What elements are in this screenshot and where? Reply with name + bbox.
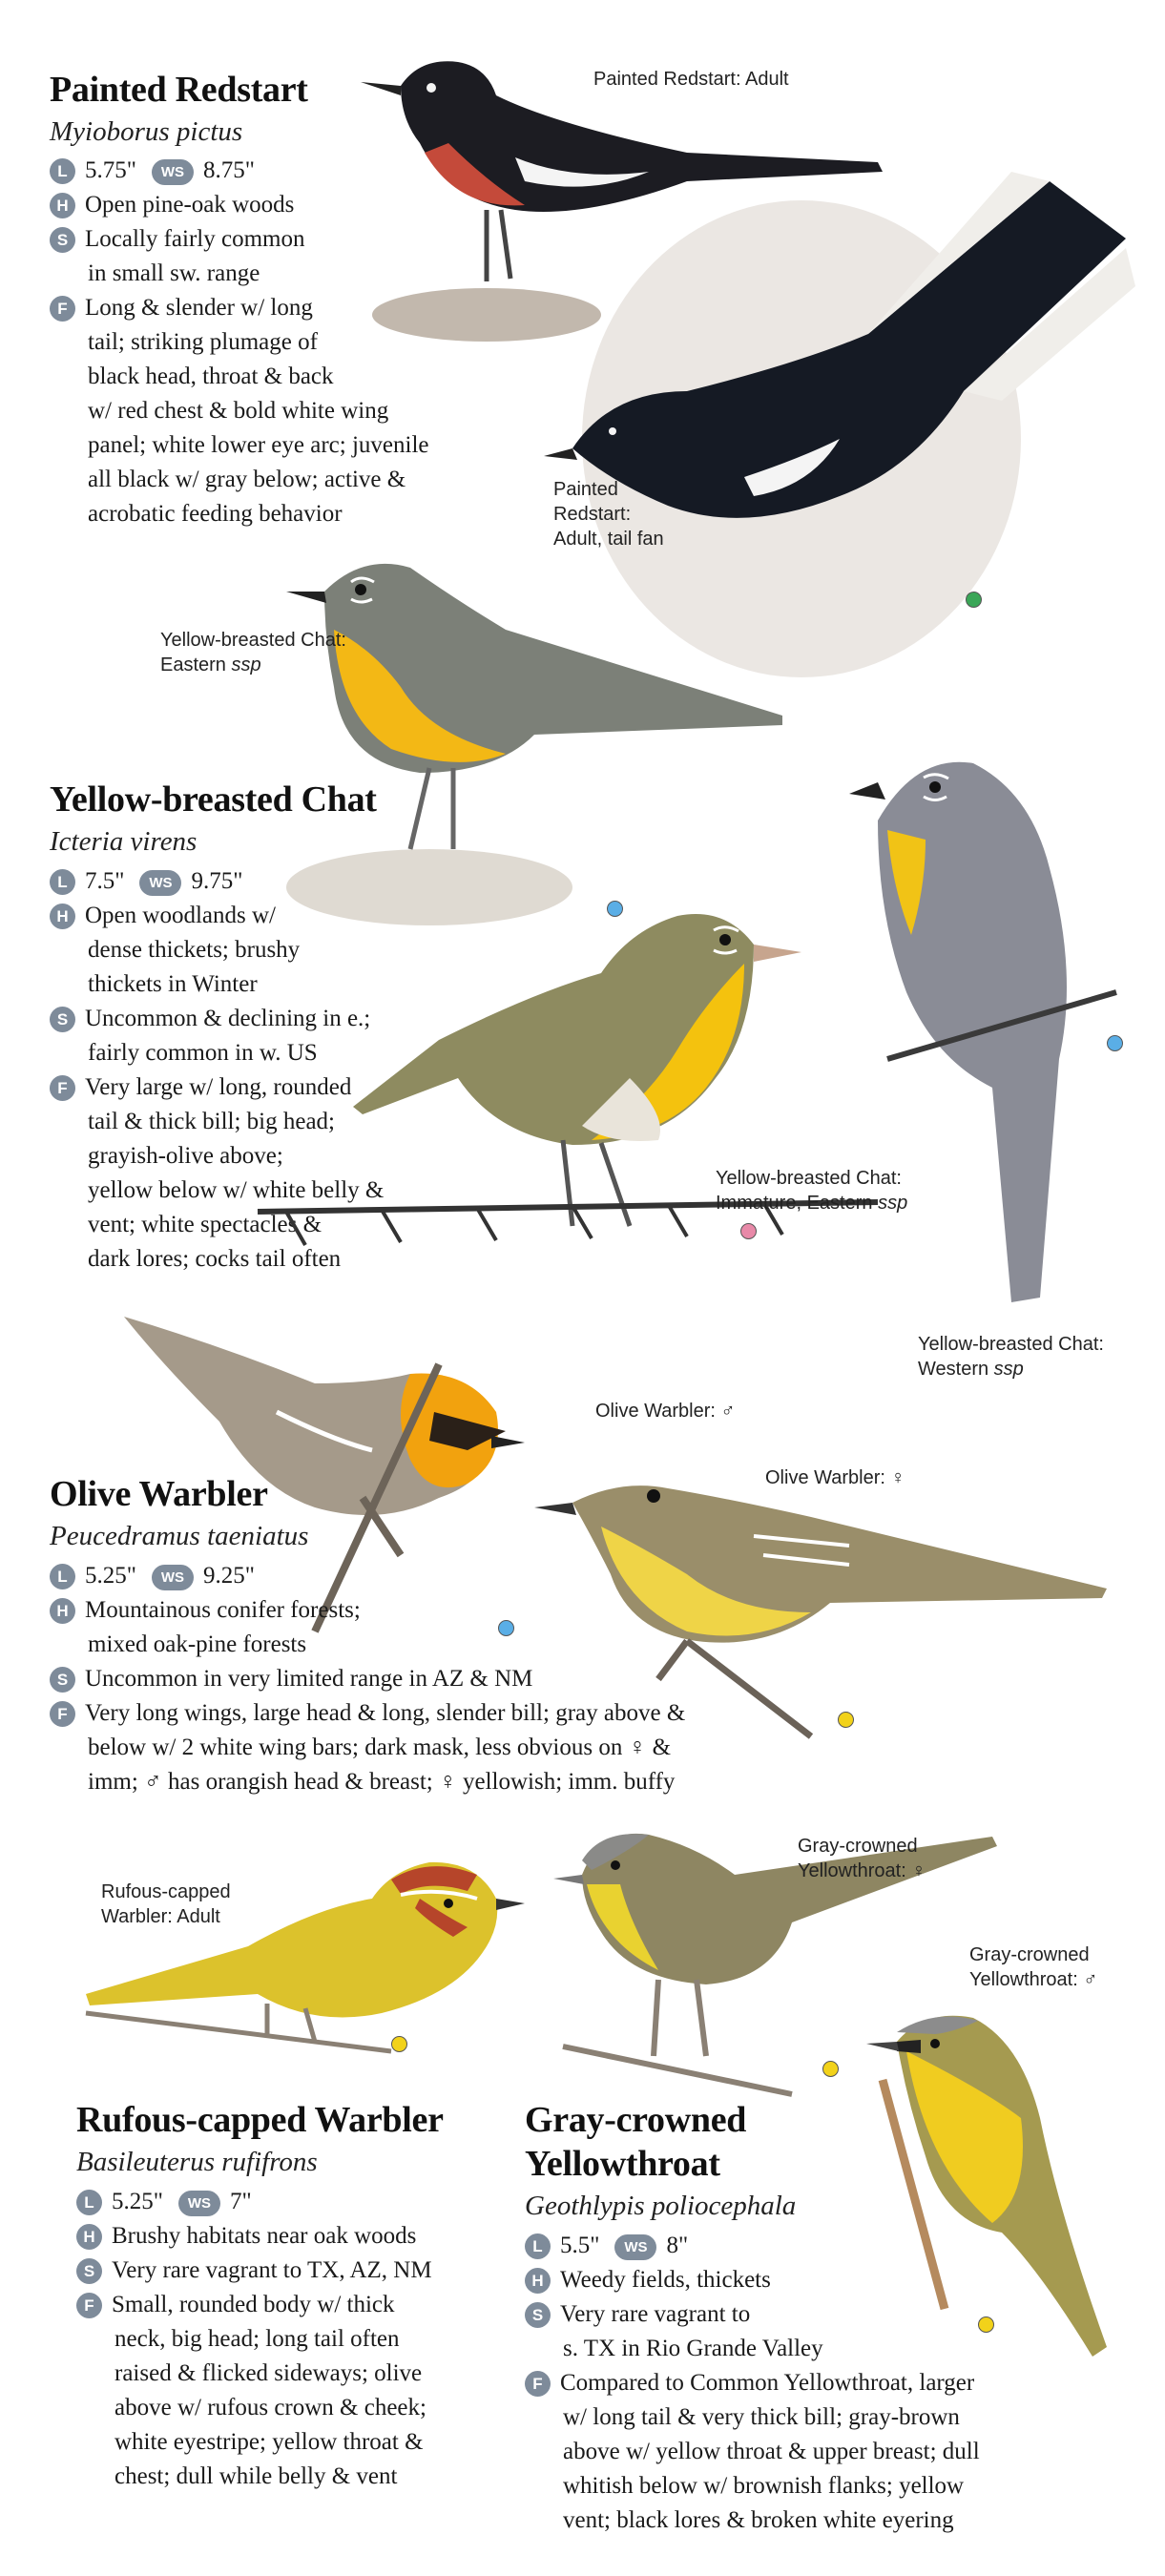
habitat-line: H Weedy fields, thickets bbox=[525, 2263, 980, 2297]
species-name-line2: Yellowthroat bbox=[525, 2144, 720, 2184]
habitat-line: H Open woodlands w/ bbox=[50, 899, 384, 933]
caption-chat-eastern-line1: Yellow-breasted Chat: bbox=[160, 630, 346, 651]
wingspan-icon: WS bbox=[139, 870, 181, 896]
caption-olive-female: Olive Warbler: ♀ bbox=[765, 1467, 905, 1488]
field-marks-icon: F bbox=[50, 1701, 75, 1727]
habitat-line: H Brushy habitats near oak woods bbox=[76, 2219, 432, 2254]
range-dot-blue-western bbox=[1107, 1035, 1123, 1051]
field-marks-line: F Small, rounded body w/ thick bbox=[76, 2288, 432, 2322]
range-dot-yellow-olive bbox=[838, 1712, 854, 1728]
status-icon: S bbox=[50, 1007, 75, 1032]
length-icon: L bbox=[76, 2190, 102, 2215]
scientific-name: Icteria virens bbox=[50, 826, 198, 857]
status-line: S Uncommon & declining in e.; bbox=[50, 1002, 384, 1036]
caption-gcy-male-line1: Gray-crowned bbox=[969, 1944, 1090, 1965]
field-marks-icon: F bbox=[525, 2371, 551, 2397]
habitat-line: H Open pine-oak woods bbox=[50, 188, 428, 222]
caption-olive-male: Olive Warbler: ♂ bbox=[595, 1401, 736, 1422]
species-details: L 5.5" WS 8" H Weedy fields, thickets S Very rare vagrant to s. TX in Rio Grande Valley F Compared to Common Yellowthroat, larger w/ long tail & very thick bill; gray-brown above w/ yellow throat & upper breast; dull whitish below w/ brownish flanks; yellow vent; black lores & broken white eyering bbox=[525, 2229, 980, 2538]
caption-rufous-line1: Rufous-capped bbox=[101, 1881, 231, 1902]
scientific-name: Peucedramus taeniatus bbox=[50, 1521, 309, 1551]
wingspan-icon: WS bbox=[152, 1565, 194, 1590]
yellow-breasted-chat-western-photo bbox=[849, 744, 1135, 1307]
length-icon: L bbox=[50, 1564, 75, 1589]
field-marks-line: F Very long wings, large head & long, slender bill; gray above & bbox=[50, 1696, 685, 1731]
range-dot-yellow-rufous bbox=[391, 2036, 407, 2052]
length-icon: L bbox=[525, 2233, 551, 2259]
scientific-name: Basileuterus rufifrons bbox=[76, 2147, 318, 2177]
species-details: L 7.5" WS 9.75" H Open woodlands w/ dense thickets; brushy thickets in Winter S Uncommon & declining in e.; fairly common in w. US F Very large w/ long, rounded tail & thick bill; big head; grayish-olive above; yellow below w/ white belly & vent; white spectacles & dark lores; cocks tail often bbox=[50, 864, 384, 1277]
status-icon: S bbox=[525, 2302, 551, 2328]
size-line: L 7.5" WS 9.75" bbox=[50, 864, 384, 899]
species-details: L 5.75" WS 8.75" H Open pine-oak woods S Locally fairly common in small sw. range F Long & slender w/ long tail; striking plumage of black head, throat & back w/ red chest & bold white wing panel; white lower eye arc; juvenile all black w/ gray below; active & acrobatic feeding behavior bbox=[50, 154, 428, 531]
status-line: S Very rare vagrant to TX, AZ, NM bbox=[76, 2254, 432, 2288]
status-icon: S bbox=[50, 227, 75, 253]
rufous-capped-warbler-photo bbox=[76, 1851, 515, 2051]
habitat-icon: H bbox=[50, 904, 75, 929]
status-line: S Locally fairly common bbox=[50, 222, 428, 257]
range-dot-yellow-gcy-male bbox=[978, 2316, 994, 2333]
caption-redstart-tail-line3: Adult, tail fan bbox=[553, 529, 664, 550]
wingspan-value: 8.75" bbox=[202, 157, 255, 183]
habitat-icon: H bbox=[525, 2268, 551, 2294]
caption-chat-immature-line2: Immature, Eastern ssp bbox=[716, 1193, 908, 1214]
species-name: Rufous-capped Warbler bbox=[76, 2100, 444, 2140]
yellow-breasted-chat-eastern-photo bbox=[286, 544, 897, 906]
status-icon: S bbox=[50, 1667, 75, 1693]
species-details: L 5.25" WS 7" H Brushy habitats near oak woods S Very rare vagrant to TX, AZ, NM F Small, rounded body w/ thick neck, big head; long tail often raised & flicked sideways; olive above w/ rufous crown & cheek; white eyestripe; yellow throat & chest; dull while belly & vent bbox=[76, 2185, 432, 2494]
field-marks-line: F Compared to Common Yellowthroat, larger bbox=[525, 2366, 980, 2400]
field-marks-icon: F bbox=[50, 1075, 75, 1101]
status-line: S Very rare vagrant to bbox=[525, 2297, 980, 2332]
size-line: L 5.25" WS 7" bbox=[76, 2185, 432, 2219]
status-icon: S bbox=[76, 2258, 102, 2284]
species-name-line1: Gray-crowned bbox=[525, 2100, 747, 2140]
caption-gcy-female-line2: Yellowthroat: ♀ bbox=[798, 1860, 926, 1881]
field-marks-icon: F bbox=[50, 296, 75, 322]
species-name: Yellow-breasted Chat bbox=[50, 779, 377, 820]
species-name: Painted Redstart bbox=[50, 70, 308, 110]
caption-chat-eastern-line2: Eastern ssp bbox=[160, 654, 261, 675]
field-marks-line: F Very large w/ long, rounded bbox=[50, 1070, 384, 1105]
species-details: L 5.25" WS 9.25" H Mountainous conifer forests; mixed oak-pine forests S Uncommon in very limited range in AZ & NM F Very long wings, large head & long, slender bill; gray above & below w/ 2 white wing bars; dark mask, less obvious on ♀ & imm; ♂ has orangish head & breast; ♀ yellowish; imm. buffy bbox=[50, 1559, 685, 1799]
status-line: S Uncommon in very limited range in AZ & NM bbox=[50, 1662, 685, 1696]
field-marks-line: F Long & slender w/ long bbox=[50, 291, 428, 325]
habitat-icon: H bbox=[76, 2224, 102, 2250]
length-value: 5.75" bbox=[85, 157, 136, 183]
species-name: Olive Warbler bbox=[50, 1474, 268, 1514]
caption-redstart-tail-line2: Redstart: bbox=[553, 504, 632, 525]
wingspan-icon: WS bbox=[152, 159, 194, 185]
yellow-breasted-chat-immature-photo bbox=[343, 887, 878, 1288]
caption-redstart-tail-line1: Painted bbox=[553, 479, 618, 500]
caption-chat-western-line1: Yellow-breasted Chat: bbox=[918, 1334, 1104, 1355]
caption-gcy-male-line2: Yellowthroat: ♂ bbox=[969, 1969, 1098, 1990]
wingspan-icon: WS bbox=[614, 2234, 656, 2260]
range-dot-yellow-gcy-female bbox=[822, 2061, 839, 2077]
caption-chat-immature-line1: Yellow-breasted Chat: bbox=[716, 1168, 902, 1189]
size-line: L 5.5" WS 8" bbox=[525, 2229, 980, 2263]
habitat-icon: H bbox=[50, 193, 75, 218]
length-icon: L bbox=[50, 869, 75, 895]
wingspan-icon: WS bbox=[178, 2191, 220, 2216]
habitat-icon: H bbox=[50, 1598, 75, 1624]
habitat-line: H Mountainous conifer forests; bbox=[50, 1593, 685, 1628]
range-dot-pink bbox=[740, 1223, 757, 1239]
caption-gcy-female-line1: Gray-crowned bbox=[798, 1836, 918, 1857]
scientific-name: Geothlypis poliocephala bbox=[525, 2191, 797, 2221]
caption-rufous-line2: Warbler: Adult bbox=[101, 1906, 220, 1927]
field-marks-icon: F bbox=[76, 2293, 102, 2318]
size-line: L 5.25" WS 9.25" bbox=[50, 1559, 685, 1593]
caption-chat-western-line2: Western ssp bbox=[918, 1359, 1024, 1380]
length-icon: L bbox=[50, 158, 75, 184]
caption-redstart-adult: Painted Redstart: Adult bbox=[593, 69, 789, 90]
scientific-name: Myioborus pictus bbox=[50, 116, 243, 147]
range-dot-green bbox=[966, 592, 982, 608]
